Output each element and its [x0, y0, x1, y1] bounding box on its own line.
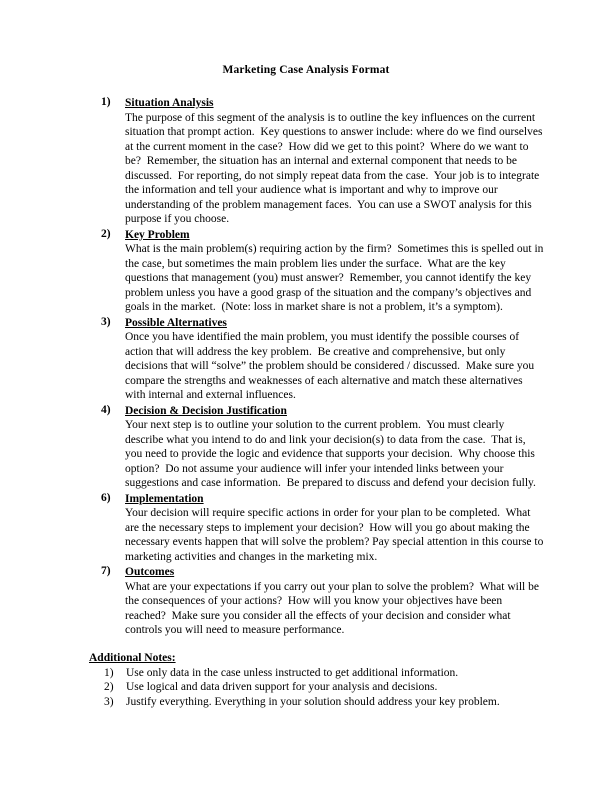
- section-heading-line: [125, 491, 545, 507]
- section-heading: Decision & Decision Justification: [125, 404, 287, 417]
- note-number: 1): [104, 666, 114, 679]
- section-item: [0, 564, 612, 638]
- section-number: 3): [101, 315, 111, 328]
- section-heading: Key Problem: [125, 228, 190, 241]
- note-number: 3): [104, 695, 114, 708]
- section-heading-line: [125, 403, 545, 419]
- section-heading: Situation Analysis: [125, 97, 214, 109]
- additional-notes-block: [0, 650, 612, 709]
- section-heading: Possible Alternatives: [125, 316, 227, 329]
- additional-notes-title-line: [0, 650, 612, 666]
- note-number: 2): [104, 681, 114, 693]
- section-item: [0, 315, 612, 403]
- section-number: 2): [101, 227, 111, 240]
- section-number: 6): [101, 491, 111, 504]
- note-text: Use logical and data driven support for your analysis and decisions.: [126, 681, 438, 693]
- section-number: 7): [101, 565, 111, 577]
- section-heading-line: [125, 315, 545, 331]
- note-text: Justify everything. Everything in your solution should address your key problem.: [126, 695, 500, 708]
- section-body: What are your expectations if you carry out your plan to solve the problem? What will be the consequences of your actions? How will you know your objectives have been reached? Make sure you consider all the effects of your decision and consider what controls you will need to measure performance.: [125, 580, 542, 636]
- section-item: [0, 95, 612, 227]
- section-number: 1): [101, 96, 111, 108]
- list-item: [0, 695, 612, 710]
- section-heading-line: [125, 564, 545, 580]
- section-heading-line: [125, 227, 545, 243]
- section-body: Your decision will require specific actions in order for your plan to be completed. What are the necessary steps to implement your decision? How will you go about making the necessary events happen that will solve the problem? Pay special attention in this course to marketing activities and changes in the marketing mix.: [125, 507, 547, 563]
- section-body: What is the main problem(s) requiring action by the firm? Sometimes this is spelled out in the case, but sometimes the main problem lies under the surface. What are the key questions that management (you) must answer? Remember, you cannot identify the key problem unless you have a good grasp of the situation and the company’s objectives and goals in the market. (Note: loss in market share is not a problem, it’s a symptom).: [125, 243, 547, 313]
- section-heading: Implementation: [125, 492, 204, 505]
- section-item: [0, 227, 612, 315]
- list-item: [0, 666, 612, 681]
- section-item: [0, 491, 612, 565]
- additional-notes-title: Additional Notes:: [89, 652, 176, 664]
- section-heading: Outcomes: [125, 566, 175, 578]
- page-title: Marketing Case Analysis Format: [222, 64, 390, 76]
- section-heading-line: [125, 95, 545, 111]
- section-number: 4): [101, 403, 111, 416]
- note-text: Use only data in the case unless instructed to get additional information.: [126, 666, 459, 679]
- numbered-section-list: [0, 95, 612, 638]
- section-body: Once you have identified the main problem, you must identify the possible courses of action that will address the key problem. Be creative and comprehensive, but only decisions that will “solve” the problem should be considered / discussed. Make sure you compare the strengths and weaknesses of each alternative and match these alternatives with internal and external influences.: [125, 331, 537, 401]
- section-item: [0, 403, 612, 491]
- additional-notes-list: [0, 666, 612, 710]
- section-body: Your next step is to outline your solution to the current problem. You must clearly describe what you intend to do and link your decision(s) to data from the case. That is, you need to provide the logic and evidence that supports your decision. Why choose this option? Do not assume your audience will infer your intended links between your suggestions and case information. Be prepared to discuss and defend your decision fully.: [125, 419, 538, 489]
- list-item: [0, 680, 612, 695]
- section-body: The purpose of this segment of the analysis is to outline the key influences on the current situation that prompt action. Key questions to answer include: where do we find ourselves at the current moment in the case? How did we get to this point? Where do we want to be? Remember, the situation has an internal and external component that needs to be discussed. For reporting, do not simply repeat data from the case. Your job is to integrate the information and tell your audience what is important and why to improve our understanding of the problem management faces. You can use a SWOT analysis for this purpose if you choose.: [125, 111, 546, 225]
